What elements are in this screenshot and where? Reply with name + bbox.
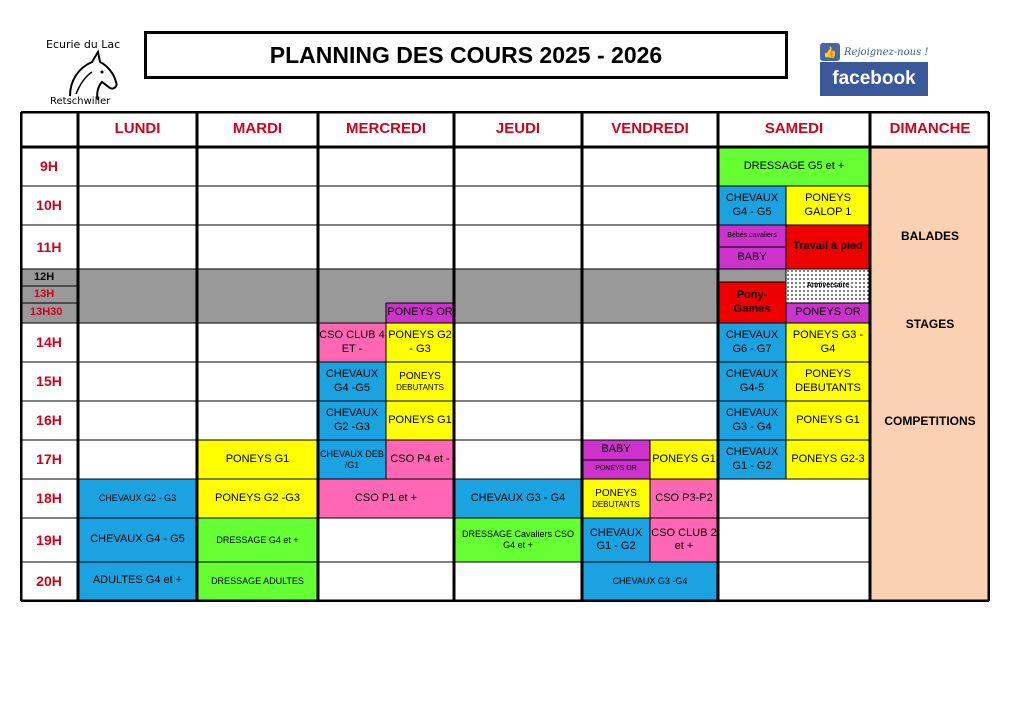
- day-header-mardi: MARDI: [232, 120, 283, 137]
- sam-chevaux-14: CHEVAUX G6 - G7: [718, 323, 786, 362]
- jeu-19: DRESSAGE Cavaliers CSO G4 et +: [454, 518, 582, 562]
- lun-19: CHEVAUX G4 - G5: [78, 518, 197, 562]
- time-9h: 9H: [40, 158, 58, 175]
- ven-poneys-or: PONEYS OR: [582, 460, 650, 479]
- time-11h: 11H: [36, 238, 62, 255]
- sam-poneys-17: PONEYS G2-3: [786, 440, 870, 479]
- time-20h: 20H: [36, 572, 62, 589]
- facebook-logo[interactable]: facebook: [820, 62, 928, 96]
- schedule-table: [20, 111, 990, 602]
- mer-chevaux-16: CHEVAUX G2 -G3: [318, 401, 386, 440]
- sam-anniversaire: Anniversaire: [786, 269, 870, 303]
- time-17h: 17H: [36, 451, 62, 468]
- page-title: PLANNING DES COURS 2025 - 2026: [144, 31, 788, 79]
- logo-top-text: Ecurie du Lac: [46, 38, 121, 51]
- mar-20: DRESSAGE ADULTES: [197, 562, 318, 600]
- ven-cso-18: CSO P3-P2: [650, 479, 718, 518]
- thumbs-up-icon: 👍: [820, 43, 840, 61]
- sam-baby: BABY: [718, 247, 786, 269]
- time-18h: 18H: [36, 490, 62, 507]
- mar-17: PONEYS G1: [197, 440, 318, 479]
- time-15h: 15H: [36, 373, 62, 390]
- sam-dressage: DRESSAGE G5 et +: [718, 147, 870, 186]
- ven-poneys-18-sub: DEBUTANTS: [592, 499, 640, 509]
- ven-poneys-18-label: PONEYS: [595, 487, 637, 499]
- dim-balades: BALADES: [900, 228, 959, 243]
- sam-chevaux-17: CHEVAUX G1 - G2: [718, 440, 786, 479]
- sam-chevaux-15: CHEVAUX G4-5: [718, 362, 786, 401]
- dim-stages: STAGES: [905, 316, 955, 331]
- logo-bottom-text: Retschwiller: [50, 96, 111, 107]
- ecurie-logo: [40, 36, 140, 110]
- corner-cell: [20, 111, 78, 147]
- lun-18: CHEVAUX G2 - G3: [78, 479, 197, 518]
- mar-19: DRESSAGE G4 et +: [197, 518, 318, 562]
- lunch-break-samedi: [718, 269, 786, 282]
- mer-chevaux-17: CHEVAUX DEB /G1: [318, 440, 386, 479]
- facebook-join[interactable]: [820, 42, 930, 62]
- day-header-lundi: LUNDI: [114, 120, 161, 137]
- dim-competitions: COMPETITIONS: [884, 413, 976, 428]
- mer-cso-club: CSO CLUB 4 ET -: [318, 323, 386, 362]
- day-header-jeudi: JEUDI: [495, 120, 541, 137]
- mer-poneys-or: PONEYS OR: [386, 303, 454, 323]
- day-header-dimanche: DIMANCHE: [889, 120, 971, 137]
- day-header-samedi: SAMEDI: [764, 120, 824, 137]
- time-13h30: 13H30: [20, 303, 78, 323]
- jeu-18: CHEVAUX G3 - G4: [454, 479, 582, 518]
- facebook-join-text: Rejoignez-nous !: [844, 46, 929, 58]
- sam-pony-games: Pony-Games: [718, 282, 786, 323]
- mer-chevaux-15: CHEVAUX G4 -G5: [318, 362, 386, 401]
- time-12h: 12H: [20, 269, 78, 286]
- lun-20: ADULTES G4 et +: [78, 562, 197, 600]
- ven-chevaux-20: CHEVAUX G3 -G4: [582, 562, 718, 600]
- time-19h: 19H: [36, 531, 62, 548]
- mar-18: PONEYS G2 -G3: [197, 479, 318, 518]
- sam-bebes: Bébés cavaliers: [718, 225, 786, 247]
- ven-baby: BABY: [582, 440, 650, 460]
- mer-poneys-15: [386, 362, 454, 401]
- time-10h: 10H: [36, 197, 62, 214]
- time-14h: 14H: [36, 334, 62, 351]
- time-16h: 16H: [36, 412, 62, 429]
- mer-cso-p4: CSO P4 et -: [386, 440, 454, 479]
- mer-poneys-15-label: PONEYS: [399, 370, 441, 382]
- sam-travail-a-pied: Travail à pied: [786, 225, 870, 269]
- dimanche-activities: [870, 147, 990, 600]
- sam-poneys-15: PONEYS DEBUTANTS: [786, 362, 870, 401]
- sam-chevaux-16: CHEVAUX G3 - G4: [718, 401, 786, 440]
- mer-poneys-15-sub: DEBUTANTS: [396, 382, 444, 392]
- time-13h: 13H: [20, 286, 78, 303]
- sam-poneys-or: PONEYS OR: [786, 303, 870, 323]
- ven-poneys-18: [582, 479, 650, 518]
- day-header-vendredi: VENDREDI: [611, 120, 689, 137]
- sam-poneys-galop: PONEYS GALOP 1: [786, 186, 870, 225]
- ven-poneys-17: PONEYS G1: [650, 440, 718, 479]
- sam-poneys-14: PONEYS G3 - G4: [786, 323, 870, 362]
- mer-cso-p1: CSO P1 et +: [318, 479, 454, 518]
- ven-chevaux-19: CHEVAUX G1 - G2: [582, 518, 650, 562]
- ven-cso-19: CSO CLUB 2 et +: [650, 518, 718, 562]
- mer-poneys-16: PONEYS G1: [386, 401, 454, 440]
- sam-chevaux-10: CHEVAUX G4 - G5: [718, 186, 786, 225]
- sam-poneys-16: PONEYS G1: [786, 401, 870, 440]
- day-header-mercredi: MERCREDI: [345, 120, 426, 137]
- mer-poneys-14: PONEYS G2 - G3: [386, 323, 454, 362]
